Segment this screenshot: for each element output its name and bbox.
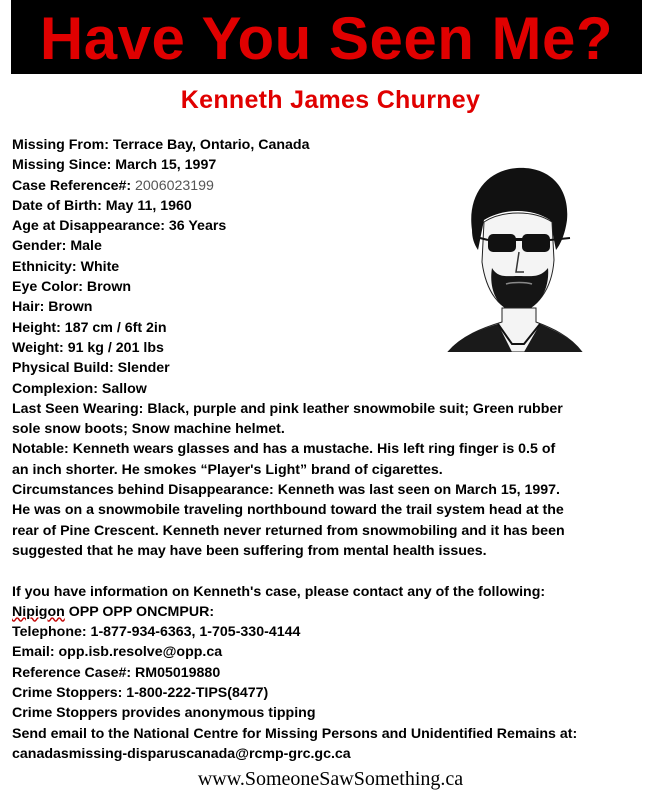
date-of-birth: Date of Birth: May 11, 1960	[12, 197, 192, 214]
gender: Gender: Male	[12, 238, 102, 255]
crime-stoppers-anonymous: Crime Stoppers provides anonymous tipping	[12, 705, 316, 722]
banner-title: Have You Seen Me?	[39, 5, 614, 72]
header-banner	[11, 0, 642, 74]
contact-agency	[12, 602, 652, 622]
weight: Weight: 91 kg / 201 lbs	[12, 339, 164, 356]
eye-color: Eye Color: Brown	[12, 279, 132, 296]
case-reference-value: 2006023199	[135, 177, 214, 194]
ethnicity: Ethnicity: White	[12, 258, 120, 275]
last-seen-wearing-line-1: Last Seen Wearing: Black, purple and pink leather snowmobile suit; Green rubber	[12, 400, 563, 417]
missing-from: Missing From: Terrace Bay, Ontario, Canada	[12, 137, 310, 153]
crime-stoppers-phone: Crime Stoppers: 1-800-222-TIPS(8477)	[12, 685, 269, 702]
circumstances-line-1: Circumstances behind Disappearance: Kenneth was last seen on March 15, 1997.	[12, 482, 560, 499]
spacer	[12, 561, 652, 581]
circumstances-line-4: suggested that he may have been suffering from mental health issues.	[12, 542, 487, 559]
missing-person-name: Kenneth James Churney	[180, 86, 481, 114]
physical-build: Physical Build: Slender	[12, 360, 170, 377]
contact-email: Email: opp.isb.resolve@opp.ca	[12, 644, 223, 661]
hair: Hair: Brown	[12, 299, 93, 316]
website-link[interactable]: www.SomeoneSawSomething.ca	[197, 768, 464, 790]
circumstances-line-3: rear of Pine Crescent. Kenneth never returned from snowmobiling and it has been	[12, 522, 565, 539]
case-reference	[12, 176, 652, 196]
agency-word: Nipigon	[12, 603, 65, 620]
height: Height: 187 cm / 6ft 2in	[12, 319, 167, 336]
details-section	[12, 135, 652, 764]
agency-rest: OPP OPP ONCMPUR:	[64, 603, 215, 620]
circumstances-line-2: He was on a snowmobile traveling northbound toward the trail system head at the	[12, 502, 564, 519]
contact-telephone: Telephone: 1-877-934-6363, 1-705-330-4144	[12, 624, 301, 641]
last-seen-wearing-line-2: sole snow boots; Snow machine helmet.	[12, 421, 285, 438]
missing-since: Missing Since: March 15, 1997	[12, 157, 217, 174]
complexion: Complexion: Sallow	[12, 380, 147, 397]
ncmpur-line-1: Send email to the National Centre for Missing Persons and Unidentified Remains at:	[12, 725, 578, 742]
age-at-disappearance: Age at Disappearance: 36 Years	[12, 218, 227, 235]
notable-line-1: Notable: Kenneth wears glasses and has a mustache. His left ring finger is 0.5 of	[12, 441, 556, 458]
contact-reference-case: Reference Case#: RM05019880	[12, 664, 221, 681]
ncmpur-email: canadasmissing-disparuscanada@rcmp-grc.gc.ca	[12, 745, 351, 762]
contact-intro: If you have information on Kenneth's case, please contact any of the following:	[12, 583, 546, 600]
notable-line-2: an inch shorter. He smokes “Player's Light” brand of cigarettes.	[12, 461, 443, 478]
case-reference-label: Case Reference#:	[12, 177, 136, 194]
